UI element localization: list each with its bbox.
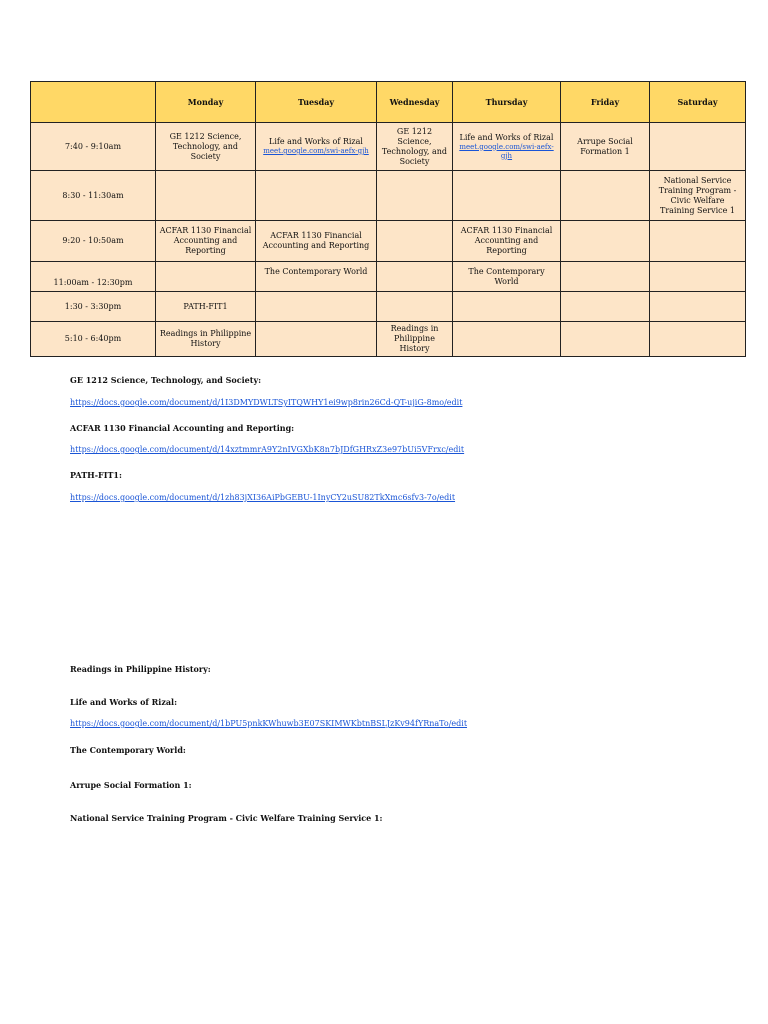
- note-label: National Service Training Program - Civic Welfare Training Service 1:: [70, 813, 383, 823]
- doc-link[interactable]: https://docs.google.com/document/d/1bPU5pnkKWhuwb3E07SKIMWKbtnBSLJzKv94fYRnaTo/edit: [70, 719, 468, 728]
- class-cell: [256, 292, 377, 322]
- class-cell: [561, 221, 650, 262]
- class-cell: [377, 221, 453, 262]
- time-header-cell: [31, 82, 156, 123]
- note-label: ACFAR 1130 Financial Accounting and Reporting:: [70, 423, 295, 433]
- class-cell: [650, 292, 746, 322]
- note-label: Life and Works of Rizal:: [70, 697, 178, 707]
- class-cell: PATH-FIT1: [156, 292, 256, 322]
- schedule-row: [31, 322, 746, 357]
- schedule-row: [31, 262, 746, 292]
- class-cell: GE 1212 Science, Technology, and Society: [156, 123, 256, 171]
- class-cell: GE 1212 Science, Technology, and Society: [377, 123, 453, 171]
- class-schedule-table: [30, 81, 746, 357]
- class-cell: National Service Training Program - Civic Welfare Training Service 1: [650, 171, 746, 221]
- class-cell: Arrupe Social Formation 1: [561, 123, 650, 171]
- class-cell: Readings in Philippine History: [156, 322, 256, 357]
- time-slot: 9:20 - 10:50am: [31, 221, 156, 262]
- note-label: PATH-FIT1:: [70, 470, 122, 480]
- class-cell: [561, 171, 650, 221]
- doc-link[interactable]: https://docs.google.com/document/d/1I3DMYDWLTSyITQWHY1ei9wp8rin26Cd-QT-ujiG-8mo/edit: [70, 398, 463, 407]
- schedule-row: [31, 123, 746, 171]
- day-header: Wednesday: [377, 82, 453, 123]
- class-cell: [256, 322, 377, 357]
- class-cell: [453, 123, 561, 171]
- class-name: Life and Works of Rizal: [269, 137, 363, 146]
- time-slot: 1:30 - 3:30pm: [31, 292, 156, 322]
- note-label: The Contemporary World:: [70, 745, 186, 755]
- schedule-row: [31, 221, 746, 262]
- class-cell: [561, 292, 650, 322]
- class-cell: [377, 262, 453, 292]
- time-slot: 11:00am - 12:30pm: [31, 262, 156, 292]
- class-cell: ACFAR 1130 Financial Accounting and Reporting: [453, 221, 561, 262]
- day-header: Monday: [156, 82, 256, 123]
- time-slot: 7:40 - 9:10am: [31, 123, 156, 171]
- class-cell: [453, 171, 561, 221]
- note-label: Readings in Philippine History:: [70, 664, 211, 674]
- class-cell: [650, 322, 746, 357]
- class-name: Life and Works of Rizal: [459, 132, 554, 142]
- time-slot: 8:30 - 11:30am: [31, 171, 156, 221]
- time-slot: 5:10 - 6:40pm: [31, 322, 156, 357]
- day-header: Saturday: [650, 82, 746, 123]
- class-cell: The Contemporary World: [256, 262, 377, 292]
- class-cell: [256, 123, 377, 171]
- class-cell: [650, 123, 746, 171]
- class-cell: [650, 221, 746, 262]
- doc-link[interactable]: https://docs.google.com/document/d/1zh83jXI36AiPbGEBU-1InyCY2uSU82TkXmc6sfv3-7o/edit: [70, 493, 456, 502]
- meet-link[interactable]: meet.google.com/swi-aefx-gjh: [263, 147, 369, 155]
- class-cell: Readings in Philippine History: [377, 322, 453, 357]
- day-header: Tuesday: [256, 82, 377, 123]
- note-label: Arrupe Social Formation 1:: [70, 780, 192, 790]
- schedule-row: [31, 171, 746, 221]
- class-cell: [256, 171, 377, 221]
- schedule-row: [31, 292, 746, 322]
- schedule-header-row: [31, 82, 746, 123]
- doc-link[interactable]: https://docs.google.com/document/d/14xztmmrA9Y2nIVGXbK8n7bJDfGHRxZ3e97bUi5VFrxc/edit: [70, 445, 465, 454]
- class-cell: ACFAR 1130 Financial Accounting and Reporting: [156, 221, 256, 262]
- day-header: Friday: [561, 82, 650, 123]
- class-cell: [377, 292, 453, 322]
- class-cell: The Contemporary World: [453, 262, 561, 292]
- day-header: Thursday: [453, 82, 561, 123]
- class-cell: [156, 171, 256, 221]
- class-cell: [377, 171, 453, 221]
- class-cell: [156, 262, 256, 292]
- class-cell: [453, 292, 561, 322]
- note-label: GE 1212 Science, Technology, and Society:: [70, 375, 262, 385]
- class-cell: [650, 262, 746, 292]
- meet-link[interactable]: meet.google.com/swi-aefx-gjh: [459, 142, 554, 160]
- class-cell: [561, 322, 650, 357]
- class-cell: [453, 322, 561, 357]
- class-cell: ACFAR 1130 Financial Accounting and Reporting: [256, 221, 377, 262]
- class-cell: [561, 262, 650, 292]
